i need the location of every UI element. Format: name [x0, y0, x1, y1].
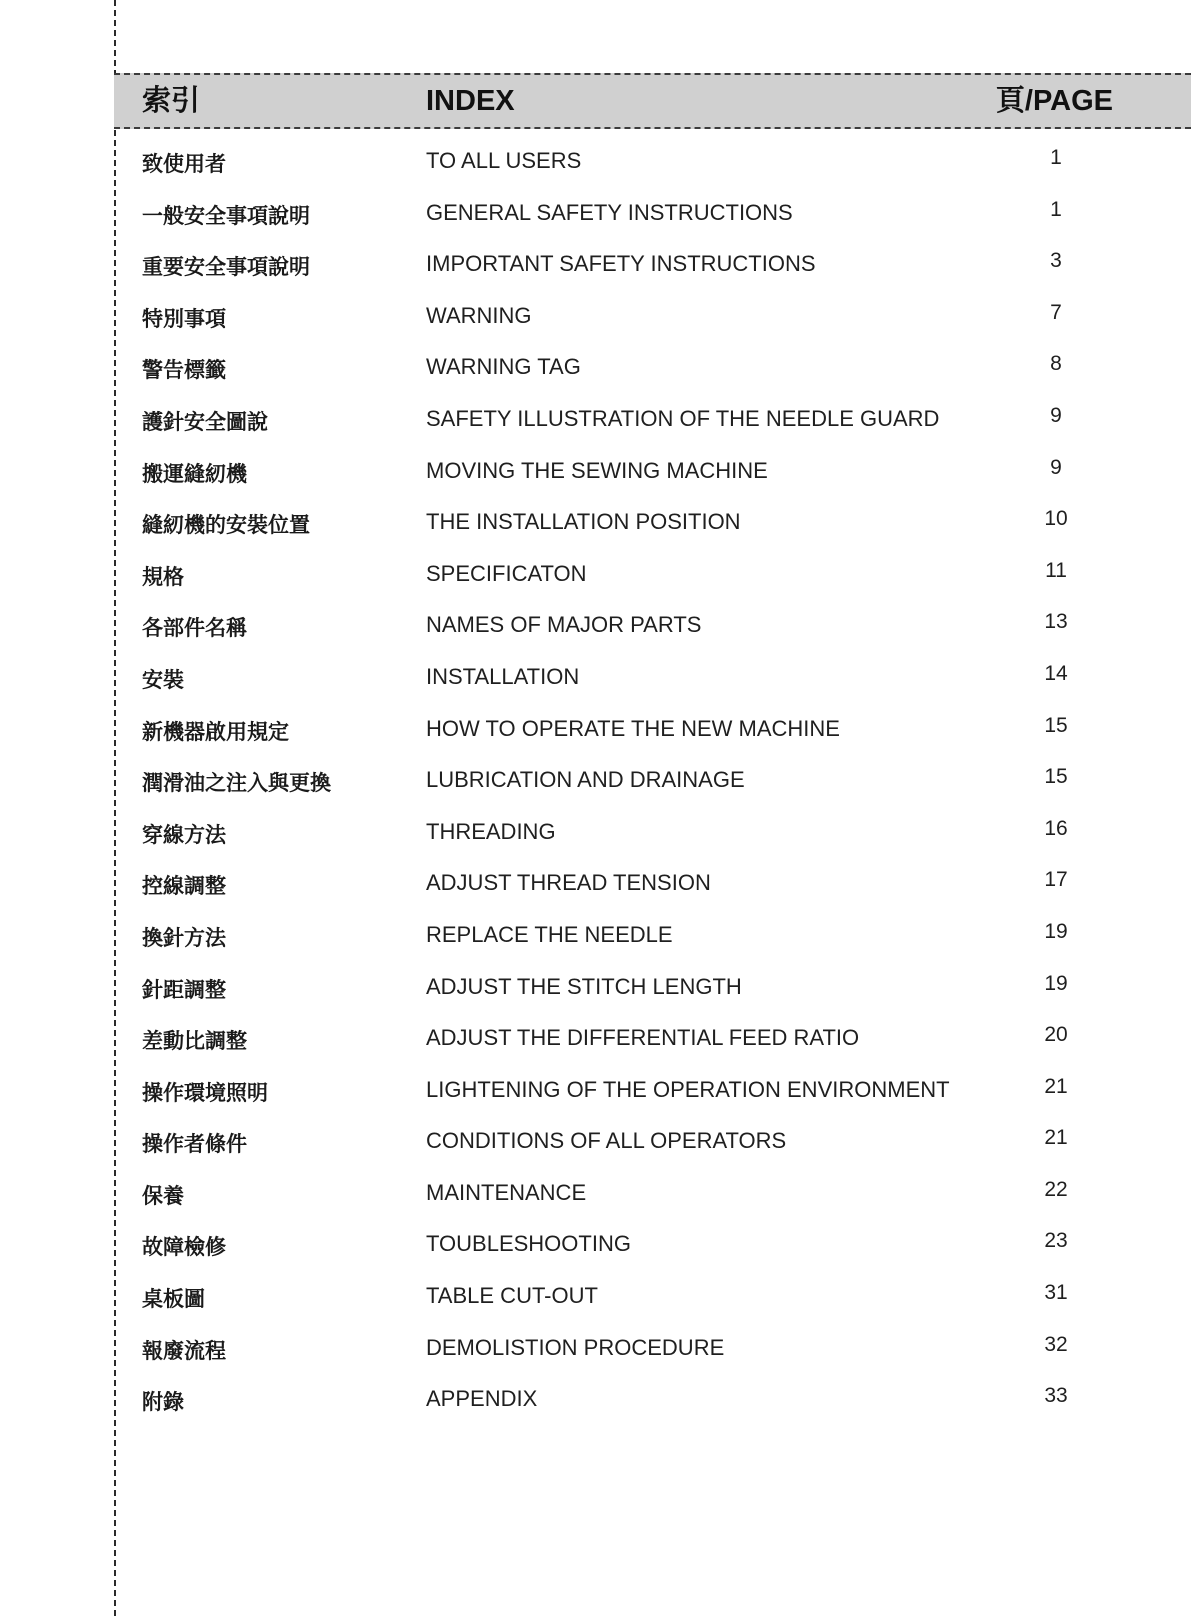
entry-title-zh: 報廢流程 [142, 1338, 226, 1363]
entry-title-zh: 各部件名稱 [142, 616, 247, 641]
entry-title-zh: 桌板圖 [142, 1287, 205, 1312]
entry-title-en: CONDITIONS OF ALL OPERATORS [426, 1128, 787, 1154]
entry-page-number: 21 [1044, 1074, 1068, 1098]
entry-title-zh: 操作者條件 [142, 1132, 247, 1157]
entry-title-en: MAINTENANCE [426, 1179, 587, 1205]
index-entry[interactable] [0, 394, 1191, 446]
entry-page-number: 8 [1050, 352, 1062, 376]
index-entry[interactable] [0, 291, 1191, 343]
entry-title-en: THE INSTALLATION POSITION [426, 509, 741, 535]
index-header [114, 73, 1191, 129]
entry-title-en: TOUBLESHOOTING [426, 1231, 631, 1257]
index-entry[interactable] [0, 1219, 1191, 1271]
index-entry[interactable] [0, 1271, 1191, 1323]
entry-title-en: ADJUST THE STITCH LENGTH [426, 973, 742, 999]
entry-title-en: TO ALL USERS [426, 148, 582, 173]
index-entry[interactable] [0, 858, 1191, 910]
entry-title-en: SPECIFICATON [426, 560, 587, 586]
entry-title-en: THREADING [426, 818, 556, 844]
entry-page-number: 3 [1050, 249, 1062, 273]
index-entry[interactable] [0, 446, 1191, 498]
entry-title-en: IMPORTANT SAFETY INSTRUCTIONS [426, 251, 816, 277]
index-entry[interactable] [0, 136, 1191, 188]
entry-page-number: 16 [1044, 816, 1068, 840]
index-entry[interactable] [0, 755, 1191, 807]
entry-title-zh: 潤滑油之注入與更換 [142, 771, 331, 796]
index-entry[interactable] [0, 1065, 1191, 1117]
entry-title-zh: 規格 [142, 564, 184, 589]
entry-title-zh: 故障檢修 [142, 1235, 226, 1260]
entry-page-number: 11 [1045, 558, 1067, 582]
index-entry[interactable] [0, 704, 1191, 756]
header-page-column: 頁/PAGE [995, 85, 1113, 117]
entry-page-number: 17 [1044, 868, 1068, 892]
entry-title-en: HOW TO OPERATE THE NEW MACHINE [426, 715, 840, 741]
header-title-en: INDEX [426, 85, 515, 117]
index-entry[interactable] [0, 962, 1191, 1014]
entry-page-number: 22 [1044, 1177, 1068, 1201]
entry-title-en: SAFETY ILLUSTRATION OF THE NEEDLE GUARD [426, 405, 940, 431]
entry-page-number: 1 [1050, 197, 1062, 221]
index-entry[interactable] [0, 1323, 1191, 1375]
index-entry[interactable] [0, 188, 1191, 240]
entry-title-en: WARNING TAG [426, 354, 581, 380]
entry-page-number: 7 [1050, 300, 1062, 324]
entry-title-zh: 護針安全圖說 [142, 409, 268, 434]
index-entry[interactable] [0, 1168, 1191, 1220]
index-list [0, 136, 1191, 1426]
entry-page-number: 9 [1050, 455, 1062, 479]
entry-title-en: APPENDIX [426, 1386, 538, 1412]
header-title-zh: 索引 [142, 85, 201, 117]
entry-title-en: NAMES OF MAJOR PARTS [426, 612, 702, 638]
entry-page-number: 33 [1044, 1384, 1068, 1408]
entry-page-number: 20 [1044, 1023, 1068, 1047]
entry-title-zh: 穿線方法 [142, 822, 226, 847]
entry-title-en: WARNING [426, 302, 532, 328]
entry-page-number: 31 [1044, 1281, 1068, 1305]
entry-page-number: 1 [1050, 146, 1062, 169]
index-entry[interactable] [0, 239, 1191, 291]
entry-title-zh: 特別事項 [142, 306, 226, 331]
entry-title-zh: 保養 [142, 1183, 184, 1208]
entry-page-number: 32 [1044, 1332, 1068, 1356]
entry-title-zh: 控線調整 [142, 874, 226, 899]
entry-title-en: ADJUST THREAD TENSION [426, 870, 711, 896]
entry-page-number: 13 [1044, 610, 1068, 634]
entry-page-number: 15 [1044, 765, 1068, 789]
index-entry[interactable] [0, 342, 1191, 394]
entry-title-zh: 縫紉機的安裝位置 [142, 513, 310, 538]
entry-page-number: 21 [1044, 1126, 1068, 1150]
entry-title-en: LIGHTENING OF THE OPERATION ENVIRONMENT [426, 1076, 950, 1102]
entry-title-en: DEMOLISTION PROCEDURE [426, 1334, 725, 1360]
entry-title-zh: 操作環境照明 [142, 1080, 268, 1105]
entry-title-zh: 換針方法 [142, 925, 226, 950]
entry-title-zh: 搬運縫紉機 [142, 461, 247, 486]
index-entry[interactable] [0, 600, 1191, 652]
entry-title-en: ADJUST THE DIFFERENTIAL FEED RATIO [426, 1025, 860, 1051]
entry-title-en: GENERAL SAFETY INSTRUCTIONS [426, 199, 793, 225]
entry-page-number: 10 [1044, 507, 1068, 531]
entry-page-number: 9 [1050, 403, 1062, 427]
index-entry[interactable] [0, 910, 1191, 962]
index-entry[interactable] [0, 652, 1191, 704]
entry-title-zh: 安裝 [142, 667, 184, 692]
entry-title-en: MOVING THE SEWING MACHINE [426, 457, 768, 483]
entry-title-en: REPLACE THE NEEDLE [426, 921, 673, 947]
entry-title-en: TABLE CUT-OUT [426, 1283, 598, 1309]
entry-page-number: 23 [1044, 1229, 1068, 1253]
entry-page-number: 19 [1044, 971, 1068, 995]
entry-title-zh: 附錄 [142, 1390, 184, 1415]
index-entry[interactable] [0, 549, 1191, 601]
entry-title-zh: 警告標籤 [142, 358, 226, 383]
entry-title-zh: 重要安全事項說明 [142, 255, 310, 280]
entry-title-zh: 差動比調整 [142, 1029, 247, 1054]
entry-page-number: 19 [1044, 919, 1068, 943]
entry-title-en: LUBRICATION AND DRAINAGE [426, 767, 745, 793]
entry-title-en: INSTALLATION [426, 663, 580, 689]
entry-page-number: 14 [1044, 661, 1068, 685]
entry-title-zh: 針距調整 [142, 977, 226, 1002]
index-entry[interactable] [0, 1374, 1191, 1426]
index-entry[interactable] [0, 807, 1191, 859]
index-entry[interactable] [0, 1116, 1191, 1168]
entry-title-zh: 致使用者 [142, 152, 226, 176]
index-entry[interactable] [0, 1013, 1191, 1065]
entry-page-number: 15 [1044, 713, 1068, 737]
index-entry[interactable] [0, 497, 1191, 549]
entry-title-zh: 一般安全事項說明 [142, 203, 310, 228]
entry-title-zh: 新機器啟用規定 [142, 719, 289, 744]
